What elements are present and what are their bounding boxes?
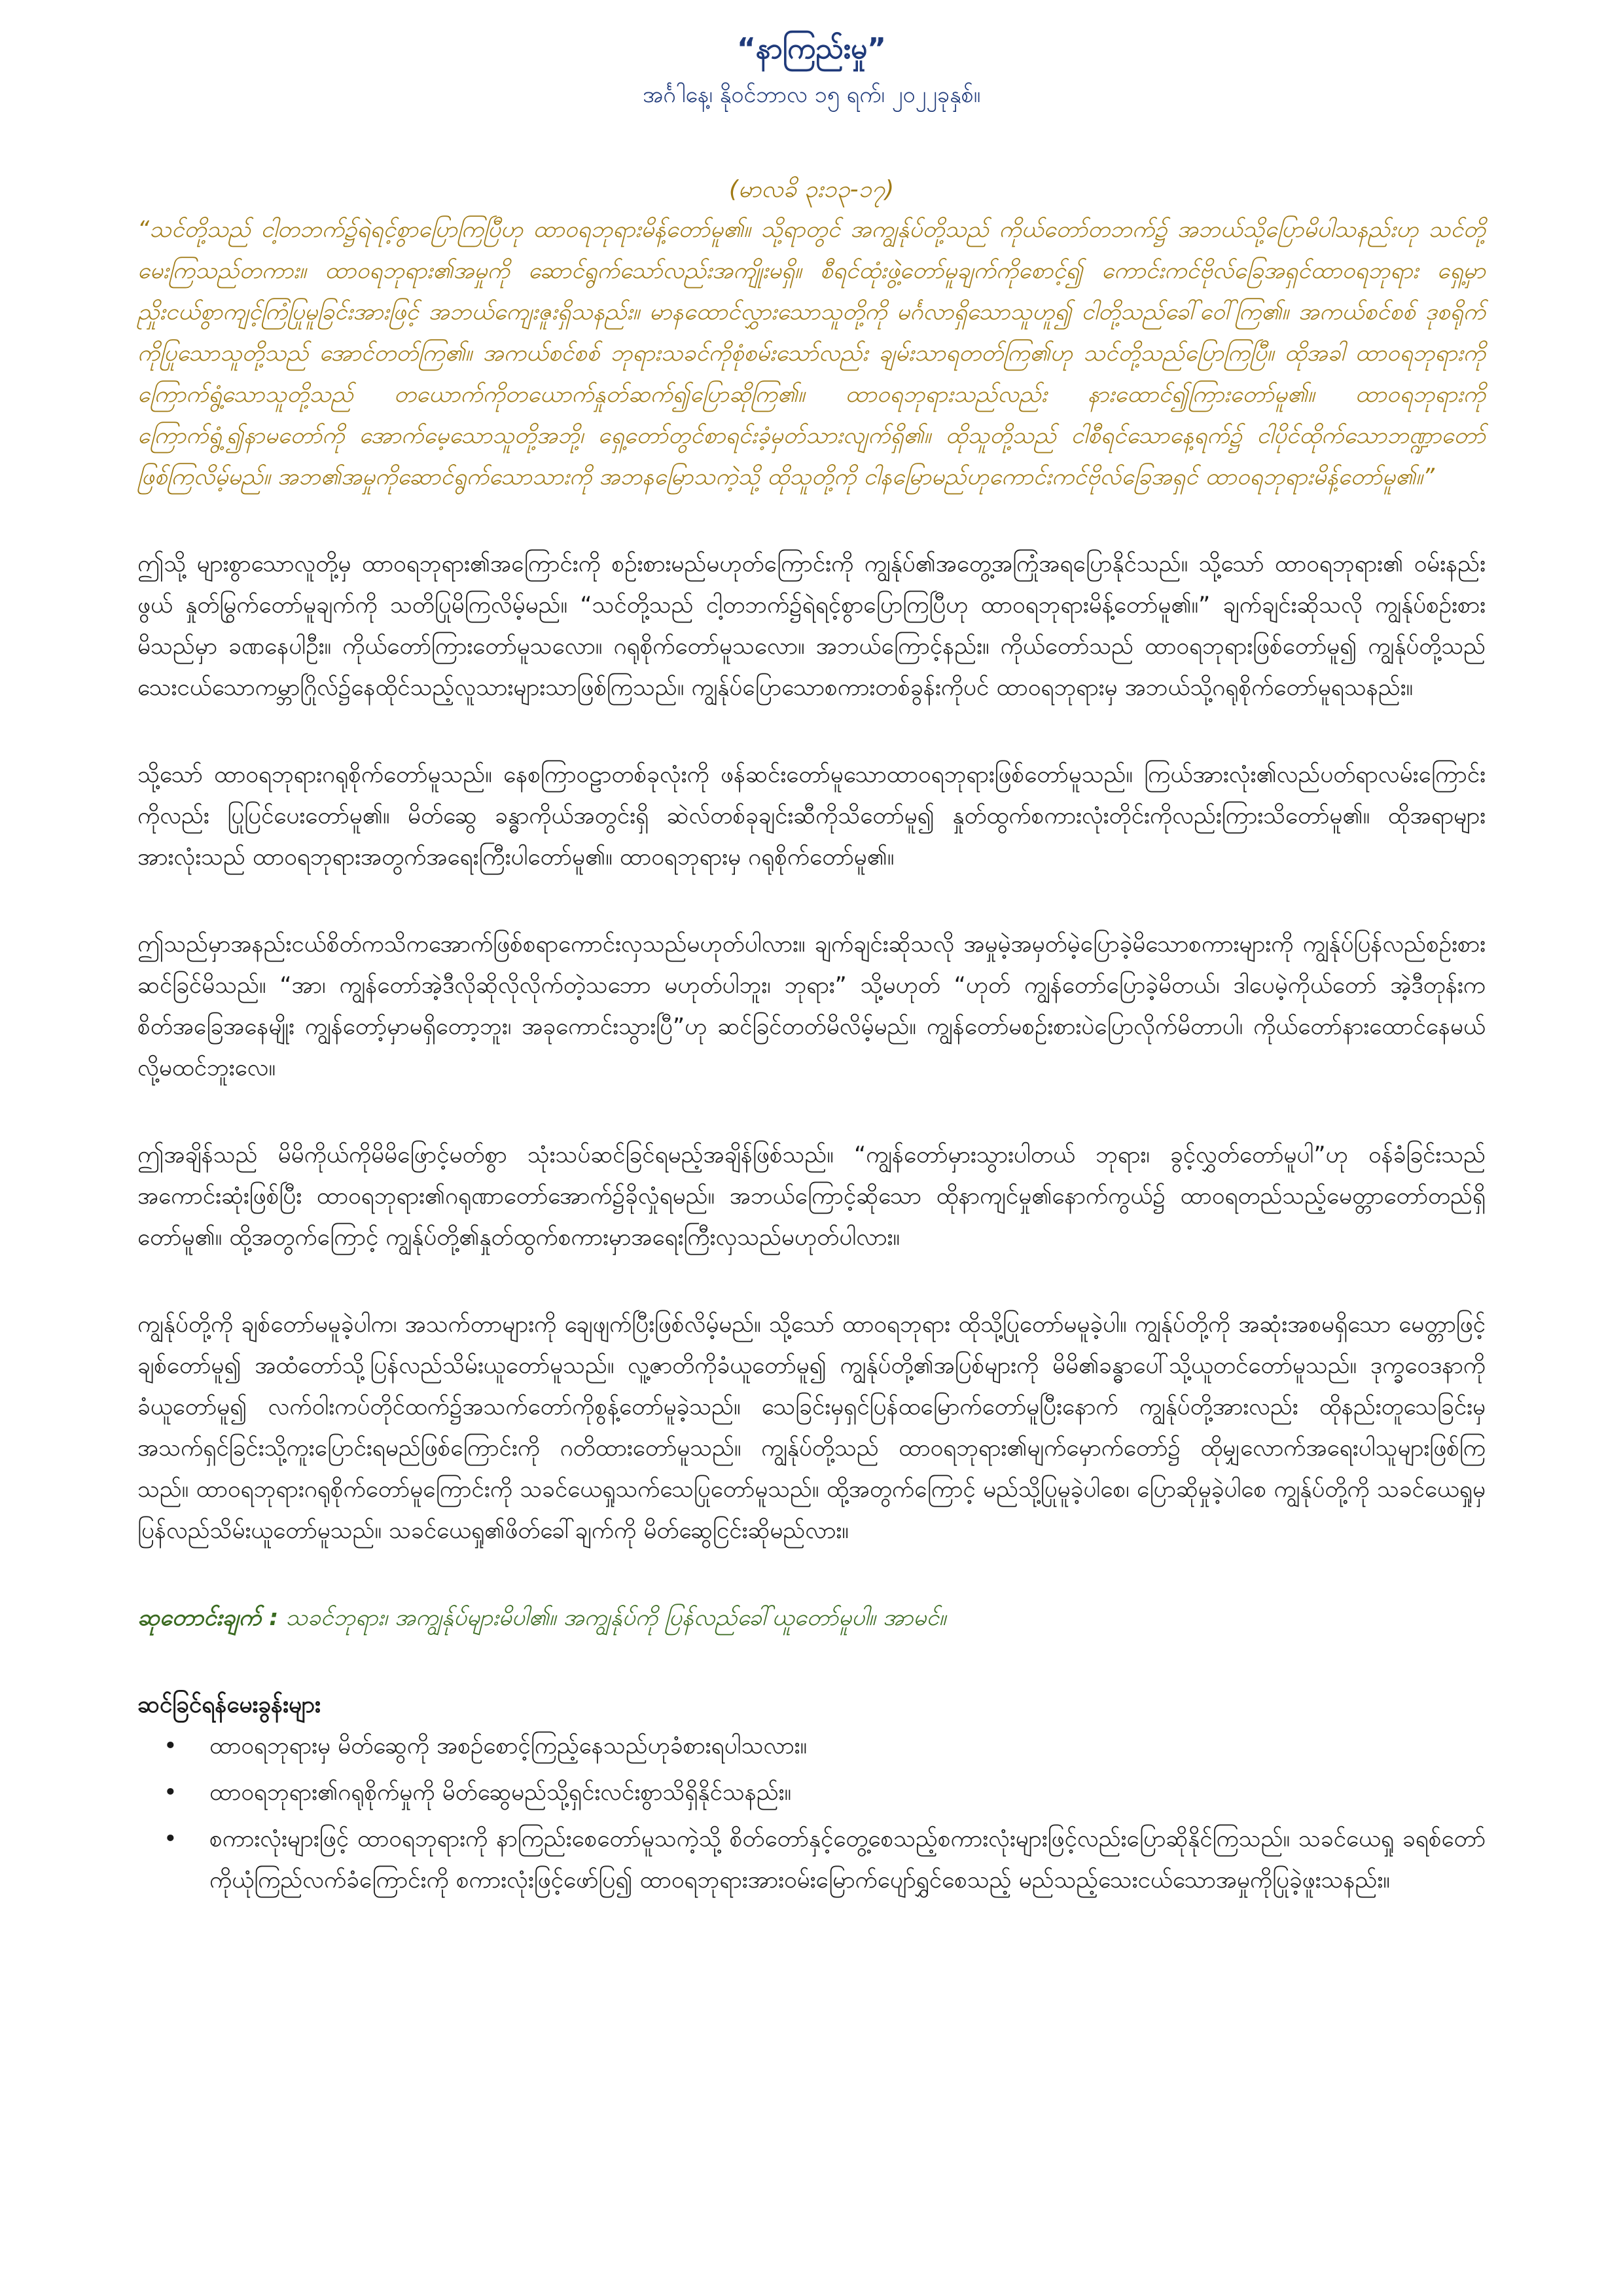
list-item (164, 1726, 1486, 1767)
prayer-text: သခင်ဘုရား၊ အကျွန်ုပ်များမိပါ၏။ အကျွန်ုပ်ကို ပြန်လည်ခေါ်ယူတော်မူပါ။ အာမင်။ (278, 1605, 946, 1631)
reflection-heading: ဆင်ခြင်ရန်မေးခွန်းများ (137, 1692, 321, 1718)
body-paragraph-5: ကျွန်ုပ်တို့ကို ချစ်တော်မမူခဲ့ပါက၊ အသက်တာများကို ချေဖျက်ပြီးဖြစ်လိမ့်မည်။ သို့သော် ထာဝရဘုရား ထိုသို့ပြုတော်မမူခဲ့ပါ။ ကျွန်ုပ်တို့ကို အဆုံးအစမရှိသော မေတ္တာဖြင့်ချစ်တော်မူ၍ အထံတော်သို့ပြန်လည်သိမ်းယူတော်မူသည်။ လူ့ဇာတိကိုခံယူတော်မူ၍ ကျွန်ုပ်တို့၏အပြစ်များကို မိမိ၏ခန္ဓာပေါ်သို့ယူတင်တော်မူသည်။ ဒုက္ခဝေဒနာကိုခံယူတော်မူ၍ လက်ဝါးကပ်တိုင်ထက်၌အသက်တော်ကိုစွန့်တော်မူခဲ့သည်။ သေခြင်းမှရှင်ပြန်ထမြောက်တော်မူပြီးနောက် ကျွန်ုပ်တို့အားလည်း ထိုနည်းတူသေခြင်းမှ အသက်ရှင်ခြင်းသို့ကူးပြောင်းရမည်ဖြစ်ကြောင်းကို ဂတိထားတော်မူသည်။ ကျွန်ုပ်တို့သည် ထာဝရဘုရား၏မျက်မှောက်တော်၌ ထိုမျှလောက်အရေးပါသူများဖြစ်ကြသည်။ ထာဝရဘုရားဂရုစိုက်တော်မူကြောင်းကို သခင်ယေရှုသက်သေပြုတော်မူသည်။ ထို့အတွက်ကြောင့် မည်သို့ပြုမူခဲ့ပါစေ၊ ပြောဆိုမှုခဲ့ပါစေ ကျွန်ုပ်တို့ကို သခင်ယေရှုမှ ပြန်လည်သိမ်းယူတော်မူသည်။ သခင်ယေရှု၏ဖိတ်ခေါ်ချက်ကို မိတ်ဆွေငြင်းဆိုမည်လား။ (137, 1312, 1486, 1544)
bullet-icon: • (164, 1826, 177, 1852)
question-text: ထာဝရဘုရားမှ မိတ်ဆွေကို အစဉ်စောင့်ကြည့်နေသည်ဟုခံစားရပါသလား။ (209, 1733, 808, 1759)
page-title: “နာကြည်းမှု” (737, 32, 886, 65)
body-paragraph-4: ဤအချိန်သည် မိမိကိုယ်ကိုမိမိဖြောင့်မတ်စွာ သုံးသပ်ဆင်ခြင်ရမည့်အချိန်ဖြစ်သည်။ “ကျွန်တော်မှားသွားပါတယ် ဘုရား၊ ခွင့်လွှတ်တော်မူပါ”ဟု ဝန်ခံခြင်းသည် အကောင်းဆုံးဖြစ်ပြီး ထာဝရဘုရား၏ဂရုဏာတော်အောက်၌ခိုလှုံရမည်။ အဘယ်ကြောင့်ဆိုသော ထိုနာကျင်မှု၏နောက်ကွယ်၌ ထာဝရတည်သည့်မေတ္တာတော်တည်ရှိတော်မူ၏။ ထို့အတွက်ကြောင့် ကျွန်ုပ်တို့၏နှုတ်ထွက်စကားမှာအရေးကြီးလှသည်မဟုတ်ပါလား။ (137, 1142, 1486, 1251)
question-text: စကားလုံးများဖြင့် ထာဝရဘုရားကို နာကြည်းစေတော်မူသကဲ့သို့ စိတ်တော်နှင့်တွေ့စေသည့်စကားလုံးများဖြင့်လည်းပြောဆိုနိုင်ကြသည်။ သခင်ယေရှု ခရစ်တော်ကိုယုံကြည်လက်ခံကြောင်းကို စကားလုံးဖြင့်ဖော်ပြ၍ ထာဝရဘုရားအားဝမ်းမြောက်ပျော်ရွှင်စေသည့် မည်သည့်သေးငယ်သောအမှုကိုပြုခဲ့ဖူးသနည်း။ (209, 1826, 1486, 1893)
prayer-label: ဆုတောင်းချက် : (137, 1605, 279, 1631)
question-text: ထာဝရဘုရား၏ဂရုစိုက်မှုကို မိတ်ဆွေမည်သို့ရှင်းလင်းစွာသိရှိနိုင်သနည်း။ (209, 1780, 792, 1806)
reflection-question-list (137, 1726, 1486, 1901)
body-paragraph-3: ဤသည်မှာအနည်းငယ်စိတ်ကသိကအောက်ဖြစ်စရာကောင်းလှသည်မဟုတ်ပါလား။ ချက်ချင်းဆိုသလို အမှုမဲ့အမှတ်မဲ့ပြောခဲ့မိသောစကားများကို ကျွန်ုပ်ပြန်လည်စဉ်းစားဆင်ခြင်မိသည်။ “အာ၊ ကျွန်တော်အဲ့ဒီလိုဆိုလိုလိုက်တဲ့သဘော မဟုတ်ပါဘူး၊ ဘုရား” သို့မဟုတ် “ဟုတ် ကျွန်တော်ပြောခဲ့မိတယ်၊ ဒါပေမဲ့ကိုယ်တော် အဲ့ဒီတုန်းက စိတ်အခြေအနေမျိုး ကျွန်တော့်မှာမရှိတော့ဘူး၊ အခုကောင်းသွားပြီ”ဟု ဆင်ခြင်တတ်မိလိမ့်မည်။ ကျွန်တော်မစဉ်းစားပဲပြောလိုက်မိတာပါ၊ ကိုယ်တော်နားထောင်နေမယ်လို့မထင်ဘူးလေ။ (137, 931, 1486, 1081)
bullet-icon: • (164, 1733, 177, 1759)
prayer-block (137, 1598, 1486, 1639)
bullet-icon: • (164, 1780, 177, 1806)
body-paragraph-1: ဤသို့ များစွာသောလူတို့မှ ထာဝရဘုရား၏အကြောင်းကို စဉ်းစားမည်မဟုတ်ကြောင်းကို ကျွန်ုပ်၏အတွေ့အကြုံအရပြောနိုင်သည်။ သို့သော် ထာဝရဘုရား၏ ဝမ်းနည်းဖွယ် နှုတ်မြွက်တော်မူချက်ကို သတိပြုမိကြလိမ့်မည်။ “သင်တို့သည် ငါ့တဘက်၌ရဲရင့်စွာပြောကြပြီဟု ထာဝရဘုရားမိန့်တော်မူ၏။” ချက်ချင်းဆိုသလို ကျွန်ုပ်စဉ်းစားမိသည်မှာ ခဏနေပါဦး။ ကိုယ်တော်ကြားတော်မူသလော။ ဂရုစိုက်တော်မူသလော။ အဘယ်ကြောင့်နည်း။ ကိုယ်တော်သည် ထာဝရဘုရားဖြစ်တော်မူ၍ ကျွန်ုပ်တို့သည် သေးငယ်သောကမ္ဘာဂြိုလ်၌နေထိုင်သည့်လူသားများသာဖြစ်ကြသည်။ ကျွန်ုပ်ပြောသောစကားတစ်ခွန်းကိုပင် ထာဝရဘုရားမှ အဘယ်သို့ဂရုစိုက်တော်မူရသနည်း။ (137, 551, 1486, 701)
body-paragraph-2: သို့သော် ထာဝရဘုရားဂရုစိုက်တော်မူသည်။ နေစကြာဝဠာတစ်ခုလုံးကို ဖန်ဆင်းတော်မူသောထာဝရဘုရားဖြစ်တော်မူသည်။ ကြယ်အားလုံး၏လည်ပတ်ရာလမ်းကြောင်းကိုလည်း ပြုပြင်ပေးတော်မူ၏။ မိတ်ဆွေ ခန္ဓာကိုယ်အတွင်းရှိ ဆဲလ်တစ်ခုချင်းဆီကိုသိတော်မူ၍ နှုတ်ထွက်စကားလုံးတိုင်းကိုလည်းကြားသိတော်မူ၏။ ထိုအရာများ အားလုံးသည် ထာဝရဘုရားအတွက်အရေးကြီးပါတော်မူ၏။ ထာဝရဘုရားမှ ဂရုစိုက်တော်မူ၏။ (137, 762, 1486, 870)
list-item (164, 1819, 1486, 1901)
list-item (164, 1772, 1486, 1814)
page-date: အင်္ဂါနေ့၊ နိုဝင်ဘာလ ၁၅ ရက်၊ ၂၀၂၂ခုနှစ်။ (642, 82, 980, 108)
scripture-quote: “သင်တို့သည် ငါ့တဘက်၌ရဲရင့်စွာပြောကြပြီဟု ထာဝရဘုရားမိန့်တော်မူ၏။ သို့ရာတွင် အကျွန်ုပ်တို့သည် ကိုယ်တော်တဘက်၌ အဘယ်သို့ပြောမိပါသနည်းဟု သင်တို့မေးကြသည်တကား။ ထာဝရဘုရား၏အမှုကို ဆောင်ရွက်သော်လည်းအကျိုးမရှိ။ စီရင်ထုံးဖွဲ့တော်မူချက်ကိုစောင့်၍ ကောင်းကင်ဗိုလ်ခြေအရှင်ထာဝရဘုရား ရှေ့မှာ ညှိုးငယ်စွာကျင့်ကြံပြုမူခြင်းအားဖြင့် အဘယ်ကျေးဇူးရှိသနည်း။ မာနထောင်လွှားသောသူတို့ကို မင်္ဂလာရှိသောသူဟူ၍ ငါတို့သည်ခေါ်ဝေါ်ကြ၏။ အကယ်စင်စစ် ဒုစရိုက်ကိုပြုသောသူတို့သည် အောင်တတ်ကြ၏။ အကယ်စင်စစ် ဘုရားသခင်ကိုစုံစမ်းသော်လည်း ချမ်းသာရတတ်ကြ၏ဟု သင်တို့သည်ပြောကြပြီ။ ထိုအခါ ထာဝရဘုရားကို ကြောက်ရွံ့သောသူတို့သည် တယောက်ကိုတယောက်နှုတ်ဆက်၍ပြောဆိုကြ၏။ ထာဝရဘုရားသည်လည်း နားထောင်၍ကြားတော်မူ၏။ ထာဝရဘုရားကိုကြောက်ရွံ့၍နာမတော်ကို အောက်မေ့သောသူတို့အဘို့၊ ရှေ့တော်တွင်စာရင်းခံ့မှတ်သားလျက်ရှိ၏။ ထိုသူတို့သည် ငါစီရင်သောနေ့ရက်၌ ငါပိုင်ထိုက်သောဘဏ္ဍာတော် ဖြစ်ကြလိမ့်မည်။ အဘ၏အမှုကိုဆောင်ရွက်သောသားကို အဘနမြောသကဲ့သို့ ထိုသူတို့ကို ငါနမြောမည်ဟုကောင်းကင်ဗိုလ်ခြေအရှင် ထာဝရဘုရားမိန့်တော်မူ၏။” (137, 217, 1486, 490)
scripture-reference: (မာလခိ ၃း၁၃-၁၇) (728, 176, 895, 203)
